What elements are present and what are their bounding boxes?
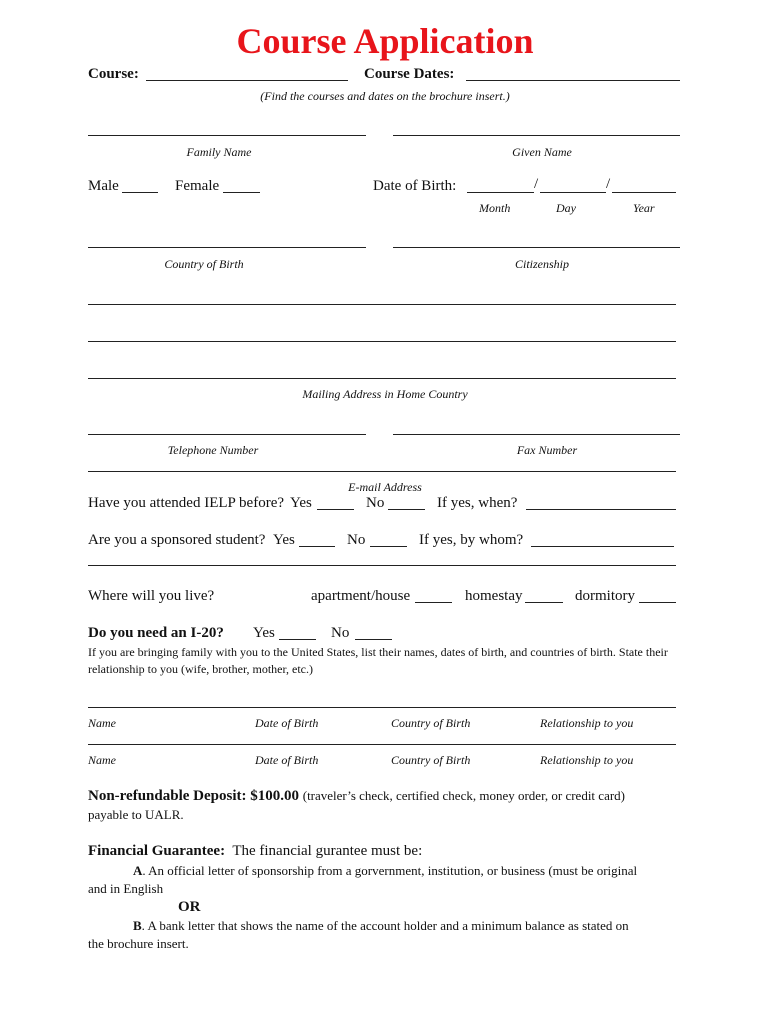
- female-label: Female: [175, 178, 220, 194]
- deposit-amount: $100.00: [250, 788, 299, 804]
- dob-label: Date of Birth:: [373, 178, 457, 194]
- dob-day-field[interactable]: [540, 192, 606, 193]
- guarantee-or: OR: [178, 899, 201, 915]
- dob-day-caption: Day: [556, 201, 576, 215]
- female-field[interactable]: [223, 192, 260, 193]
- given-name-field[interactable]: [393, 135, 680, 136]
- guarantee-b-text-2: the brochure insert.: [88, 936, 189, 951]
- citizenship-caption: Citizenship: [514, 257, 569, 271]
- course-field[interactable]: [146, 80, 348, 81]
- housing-dormitory-field[interactable]: [639, 602, 676, 603]
- guarantee-b-text: . A bank letter that shows the name of the account holder and a minimum balance as stated on: [141, 918, 629, 933]
- dob-month-field[interactable]: [467, 192, 534, 193]
- ielp-yes-field[interactable]: [317, 509, 354, 510]
- ielp-no-field[interactable]: [388, 509, 425, 510]
- ielp-question: Have you attended IELP before?: [88, 495, 285, 511]
- sponsor-yes-field[interactable]: [299, 546, 335, 547]
- family-col-dob: Date of Birth: [255, 716, 319, 730]
- fax-caption: Fax Number: [516, 443, 578, 457]
- address-line-1[interactable]: [88, 304, 676, 305]
- guarantee-a-text-2: and in English: [88, 881, 164, 896]
- ielp-when-field[interactable]: [526, 509, 676, 510]
- guarantee-b-letter: B: [133, 918, 142, 933]
- sponsor-extra-line[interactable]: [88, 565, 676, 566]
- citizenship-field[interactable]: [393, 247, 680, 248]
- sponsor-no-label: No: [347, 532, 366, 548]
- male-label: Male: [88, 178, 119, 194]
- ielp-yes-label: Yes: [290, 495, 312, 511]
- family-col-country: Country of Birth: [391, 716, 471, 730]
- guarantee-intro: The financial gurantee must be:: [232, 843, 423, 859]
- family-name-field[interactable]: [88, 135, 366, 136]
- guarantee-option-a: [133, 863, 637, 879]
- i20-no-label: No: [331, 625, 350, 641]
- family-col-relationship: Relationship to you: [540, 753, 634, 767]
- deposit-label: Non-refundable Deposit:: [88, 788, 247, 804]
- ielp-no-label: No: [366, 495, 385, 511]
- guarantee-a-text: . An official letter of sponsorship from a gorvernment, institution, or business (must be original: [142, 863, 638, 878]
- given-name-caption: Given Name: [512, 145, 572, 159]
- family-row-1-line[interactable]: [88, 707, 676, 708]
- ielp-when-label: If yes, when?: [437, 495, 518, 511]
- course-dates-field[interactable]: [466, 80, 680, 81]
- dob-separator: /: [534, 176, 539, 192]
- family-col-name: Name: [88, 753, 116, 767]
- housing-dormitory-label: dormitory: [575, 588, 635, 604]
- country-of-birth-caption: Country of Birth: [164, 257, 244, 271]
- guarantee-a-letter: A: [133, 863, 143, 878]
- i20-yes-label: Yes: [253, 625, 275, 641]
- male-field[interactable]: [122, 192, 158, 193]
- dob-separator: /: [606, 176, 611, 192]
- family-row-2-line[interactable]: [88, 744, 676, 745]
- deposit-detail-2: payable to UALR.: [88, 807, 184, 822]
- sponsor-no-field[interactable]: [370, 546, 407, 547]
- dob-year-caption: Year: [633, 201, 655, 215]
- course-label: Course:: [88, 66, 139, 82]
- address-line-3[interactable]: [88, 378, 676, 379]
- family-col-dob: Date of Birth: [255, 753, 319, 767]
- family-col-relationship: Relationship to you: [540, 716, 634, 730]
- deposit-line: [88, 788, 625, 805]
- housing-homestay-label: homestay: [465, 588, 523, 604]
- deposit-detail: (traveler’s check, certified check, money order, or credit card): [302, 788, 625, 803]
- course-dates-label: Course Dates:: [364, 66, 455, 82]
- family-instruction: If you are bringing family with you to the United States, list their names, dates of birth, and countries of birth. State their relationship to you (wife, brother, mother, etc.): [88, 645, 668, 676]
- housing-homestay-field[interactable]: [525, 602, 563, 603]
- housing-question: Where will you live?: [88, 588, 215, 604]
- course-note: (Find the courses and dates on the brochure insert.): [260, 89, 510, 103]
- page-title: Course Application: [236, 21, 534, 61]
- family-name-caption: Family Name: [186, 145, 252, 159]
- dob-month-caption: Month: [479, 201, 511, 215]
- email-caption: E-mail Address: [348, 480, 422, 494]
- sponsor-question: Are you a sponsored student?: [88, 532, 266, 548]
- country-of-birth-field[interactable]: [88, 247, 366, 248]
- address-line-2[interactable]: [88, 341, 676, 342]
- i20-no-field[interactable]: [355, 639, 392, 640]
- family-col-name: Name: [88, 716, 116, 730]
- mailing-address-caption: Mailing Address in Home Country: [302, 387, 468, 401]
- telephone-caption: Telephone Number: [167, 443, 259, 457]
- telephone-field[interactable]: [88, 434, 366, 435]
- guarantee-option-b: [133, 918, 629, 934]
- sponsor-whom-field[interactable]: [531, 546, 674, 547]
- fax-field[interactable]: [393, 434, 680, 435]
- housing-apartment-label: apartment/house: [311, 588, 411, 604]
- family-col-country: Country of Birth: [391, 753, 471, 767]
- sponsor-whom-label: If yes, by whom?: [419, 532, 524, 548]
- dob-year-field[interactable]: [612, 192, 676, 193]
- guarantee-line: [88, 843, 422, 860]
- i20-yes-field[interactable]: [279, 639, 316, 640]
- sponsor-yes-label: Yes: [273, 532, 295, 548]
- guarantee-label: Financial Guarantee:: [88, 843, 226, 859]
- housing-apartment-field[interactable]: [415, 602, 452, 603]
- email-field[interactable]: [88, 471, 676, 472]
- i20-question: Do you need an I-20?: [88, 625, 224, 641]
